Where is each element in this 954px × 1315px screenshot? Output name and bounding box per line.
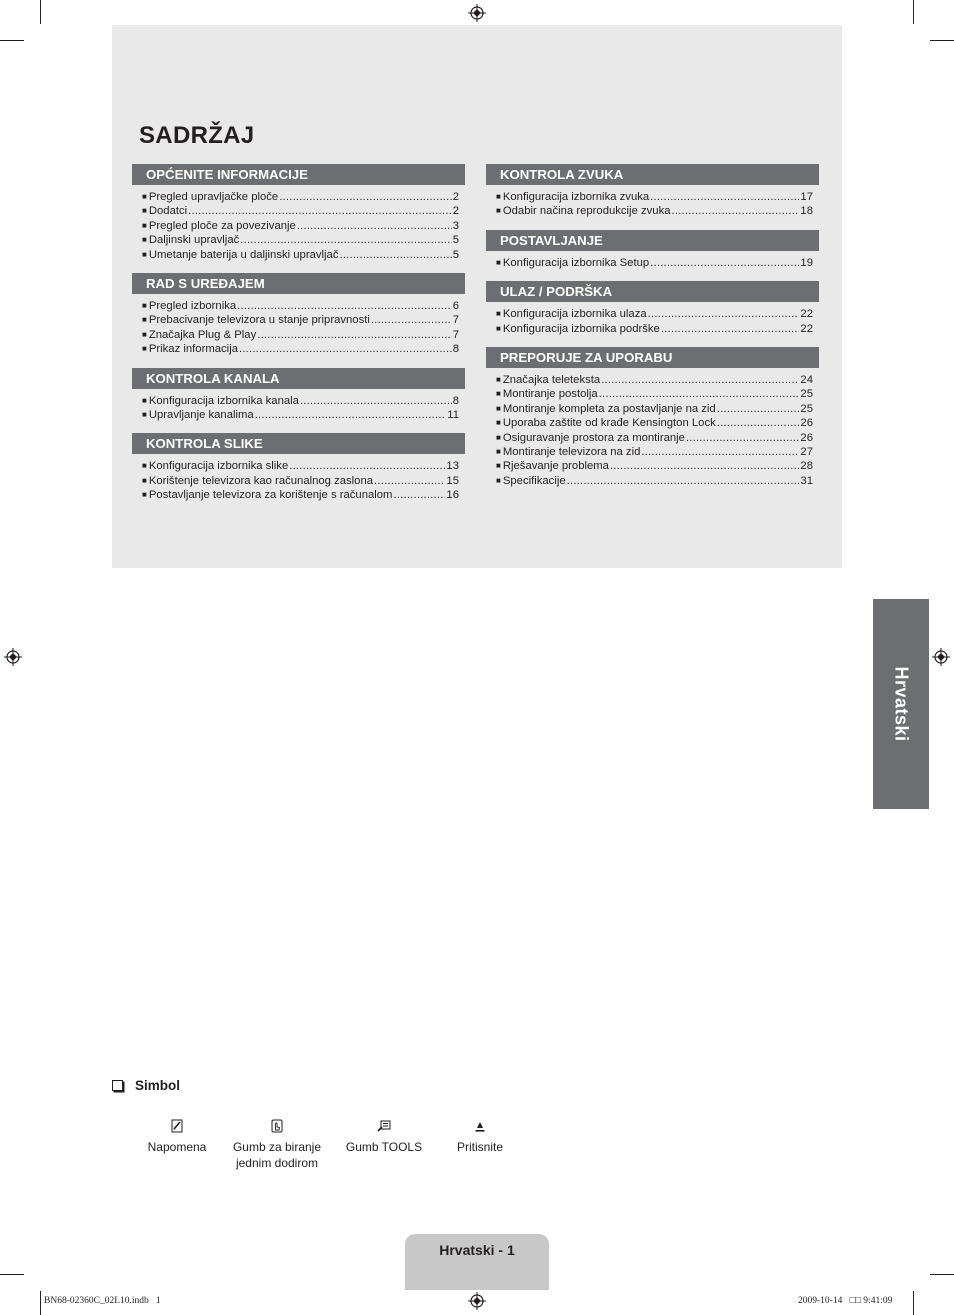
dot-leader [717,416,800,430]
toc-entry[interactable] [496,322,813,336]
toc-entry-list [496,307,813,336]
tools-button-icon [376,1118,392,1134]
toc-section [486,230,819,270]
toc-entry-page: 7 [452,328,459,341]
toc-entry[interactable] [142,233,459,247]
toc-entry[interactable] [496,474,813,488]
toc-section-header: OPĆENITE INFORMACIJE [132,164,465,185]
square-bullet-icon: ■ [496,432,501,442]
crop-mark [930,40,954,41]
toc-entry[interactable] [496,256,813,270]
page-number-tab [405,1234,549,1290]
toc-entry[interactable] [496,459,813,473]
toc-entry-page: 17 [800,191,813,203]
square-bullet-icon: ■ [496,418,501,428]
dot-leader [648,307,800,321]
registration-mark-icon [932,648,950,666]
toc-section [132,368,465,423]
symbol-heading-text: Simbol [135,1078,181,1093]
toc-entry[interactable] [142,219,459,233]
dot-leader [240,233,451,247]
dot-leader [393,488,445,502]
print-timestamp: 2009-10-14 □□ 9:41:09 [798,1296,893,1306]
dot-leader [610,459,799,473]
toc-entry-page: 22 [800,322,813,335]
page-number: Hrvatski - 1 [439,1242,515,1258]
toc-entry-page: 7 [452,314,459,327]
dot-leader [255,408,447,422]
toc-entry[interactable] [496,445,813,459]
toc-entry-label: Upravljanje kanalima [148,408,254,421]
toc-entry-list [496,190,813,219]
toc-entry-label: Umetanje baterija u daljinski upravljač [148,248,339,261]
toc-entry-page: 24 [800,373,813,386]
registration-mark-icon [468,4,486,22]
dot-leader [641,445,799,459]
dot-leader [717,402,800,416]
toc-entry-page: 2 [452,205,459,218]
toc-entry-label: Uporaba zaštite od krađe Kensington Lock [502,417,716,430]
square-bullet-icon: ■ [496,475,501,485]
toc-entry-page: 3 [452,219,459,232]
crop-mark [40,0,41,24]
toc-section-header: KONTROLA ZVUKA [486,164,819,185]
dot-leader [599,387,800,401]
toc-entry-label: Korištenje televizora kao računalnog zaslona [148,474,374,487]
toc-entry-label: Osiguravanje prostora za montiranje [502,431,685,444]
toc-section [486,347,819,488]
square-bullet-icon: ■ [496,206,501,216]
crop-mark [0,1274,24,1275]
toc-entry-page: 19 [800,256,813,269]
toc-entry[interactable] [142,474,459,488]
square-bullet-icon: ■ [142,395,147,405]
toc-entry-label: Montiranje kompleta za postavljanje na zid [502,402,716,415]
language-tab [873,599,929,809]
toc-entry-label: Pregled ploče za povezivanje [148,219,296,232]
dot-leader [672,204,800,218]
crop-mark [0,40,24,41]
toc-entry-page: 18 [800,205,813,218]
toc-entry[interactable] [496,416,813,430]
square-bullet-icon: ■ [496,461,501,471]
toc-section [486,281,819,336]
square-bullet-icon: ■ [142,235,147,245]
toc-entry[interactable] [496,402,813,416]
square-bullet-icon: ■ [142,192,147,201]
toc-entry-label: Konfiguracija izbornika slike [148,460,289,473]
toc-entry-label: Pregled upravljačke ploče [148,191,279,203]
square-bullet-icon: ■ [142,475,147,485]
symbol-label: Napomena [147,1140,207,1154]
toc-entry-page: 26 [800,417,813,430]
square-bullet-icon: ■ [142,220,147,230]
dot-leader [279,190,451,204]
toc-entry-label: Konfiguracija izbornika Setup [502,256,650,269]
square-bullet-icon: ■ [496,389,501,399]
toc-left-column [132,164,465,513]
toc-entry-label: Specifikacije [502,474,566,487]
toc-entry-label: Prikaz informacija [148,343,238,356]
toc-entry-label: Rješavanje problema [502,460,609,473]
square-bullet-icon: ■ [496,323,501,333]
toc-entry[interactable] [142,190,459,204]
toc-entry[interactable] [496,307,813,321]
crop-mark [913,1291,914,1315]
symbol-label: jednim dodirom [235,1155,319,1170]
toc-entry-label: Značajka Plug & Play [148,328,257,341]
toc-section-header: POSTAVLJANJE [486,230,819,251]
toc-entry-page: 11 [447,408,459,421]
registration-mark-icon [4,648,22,666]
dot-leader [300,394,452,408]
language-tab-label: Hrvatski [891,666,912,742]
toc-entry[interactable] [142,408,459,422]
toc-entry-list [142,394,459,423]
symbol-press [425,1118,535,1156]
square-bullet-icon: ■ [496,446,501,456]
toc-entry-page: 5 [452,248,459,261]
registration-mark-icon [468,1292,486,1310]
toc-entry-list [142,299,459,357]
toc-entry-label: Daljinski upravljač [148,234,240,247]
crop-mark [913,0,914,24]
toc-entry[interactable] [142,459,459,473]
dot-leader [339,248,451,262]
toc-entry[interactable] [142,488,459,502]
page-title: SADRŽAJ [139,122,255,149]
dot-leader [650,256,799,270]
toc-section-header: RAD S UREĐAJEM [132,273,465,294]
toc-section [486,164,819,219]
symbol-tools [329,1118,439,1156]
toc-entry-page: 8 [452,343,459,356]
dot-leader [297,219,452,233]
checkbox-square-icon [112,1080,123,1091]
toc-section-header: KONTROLA KANALA [132,368,465,389]
toc-entry-label: Odabir načina reprodukcije zvuka [502,205,671,218]
toc-entry-page: 8 [452,394,459,407]
toc-section-header: ULAZ / PODRŠKA [486,281,819,302]
dot-leader [289,459,445,473]
square-bullet-icon: ■ [496,309,501,319]
toc-entry[interactable] [142,313,459,327]
square-bullet-icon: ■ [142,490,147,500]
square-bullet-icon: ■ [142,329,147,339]
toc-entry-page: 25 [800,388,813,401]
toc-entry-page: 26 [800,431,813,444]
square-bullet-icon: ■ [142,249,147,259]
toc-entry-page: 2 [452,191,459,203]
toc-entry[interactable] [142,204,459,218]
toc-entry[interactable] [496,204,813,218]
toc-entry-label: Konfiguracija izbornika kanala [148,394,299,407]
square-bullet-icon: ■ [142,409,147,419]
toc-entry-label: Konfiguracija izbornika podrške [502,322,660,335]
dot-leader [686,431,799,445]
toc-entry-page: 15 [446,474,459,487]
toc-entry[interactable] [496,387,813,401]
toc-entry[interactable] [142,299,459,313]
toc-section [132,164,465,262]
square-bullet-icon: ■ [142,344,147,354]
toc-entry-label: Montiranje televizora na zid [502,445,641,458]
symbol-note [122,1118,232,1156]
toc-entry[interactable] [496,373,813,387]
dot-leader [188,204,452,218]
square-bullet-icon: ■ [496,192,501,201]
toc-entry-label: Postavljanje televizora za korištenje s računalom [148,489,393,502]
square-bullet-icon: ■ [142,206,147,216]
toc-entry-page: 27 [800,445,813,458]
toc-section-header: PREPORUJE ZA UPORABU [486,347,819,368]
toc-entry-label: Montiranje postolja [502,388,598,401]
toc-entry[interactable] [142,342,459,356]
toc-entry-list [142,190,459,262]
note-icon [169,1118,185,1134]
toc-section [132,433,465,502]
dot-leader [257,328,451,342]
crop-mark [40,1291,41,1315]
toc-entry-label: Konfiguracija izbornika zvuka [502,191,650,203]
toc-entry-page: 25 [800,402,813,415]
toc-entry-label: Prebacivanje televizora u stanje pripravnosti [148,314,370,327]
square-bullet-icon: ■ [496,374,501,384]
symbol-label: Gumb TOOLS [345,1140,423,1154]
toc-entry-page: 13 [446,460,459,473]
dot-leader [567,474,800,488]
symbol-one-touch [222,1118,332,1171]
press-icon [472,1118,488,1134]
toc-entry-label: Dodatci [148,205,188,218]
toc-entry-page: 31 [800,474,813,487]
dot-leader [601,373,799,387]
dot-leader [374,474,445,488]
toc-entry[interactable] [496,431,813,445]
dot-leader [371,313,452,327]
toc-entry[interactable] [142,328,459,342]
symbol-heading [112,1078,180,1093]
dot-leader [661,322,800,336]
square-bullet-icon: ■ [496,257,501,267]
square-bullet-icon: ■ [142,300,147,310]
toc-entry[interactable] [142,394,459,408]
dot-leader [237,299,452,313]
toc-right-column [486,164,819,499]
toc-entry-page: 22 [800,308,813,321]
symbol-label: Pritisnite [456,1140,503,1154]
square-bullet-icon: ■ [142,461,147,471]
square-bullet-icon: ■ [496,403,501,413]
toc-entry-page: 16 [446,489,459,502]
dot-leader [650,190,799,204]
toc-section [132,273,465,357]
toc-entry[interactable] [142,248,459,262]
square-bullet-icon: ■ [142,315,147,325]
dot-leader [239,342,452,356]
toc-entry-list [496,256,813,270]
toc-entry-list [142,459,459,502]
toc-entry-label: Pregled izbornika [148,299,237,312]
toc-entry[interactable] [496,190,813,204]
toc-entry-page: 6 [452,299,459,312]
one-touch-button-icon [269,1118,285,1134]
print-file-name: BN68-02360C_02L10.indb 1 [44,1296,161,1306]
toc-entry-label: Konfiguracija izbornika ulaza [502,308,647,321]
toc-entry-page: 5 [452,234,459,247]
crop-mark [930,1274,954,1275]
toc-entry-page: 28 [800,460,813,473]
toc-section-header: KONTROLA SLIKE [132,433,465,454]
toc-entry-list [496,373,813,488]
toc-entry-label: Značajka teleteksta [502,373,601,386]
symbol-label: Gumb za biranje [232,1140,322,1154]
